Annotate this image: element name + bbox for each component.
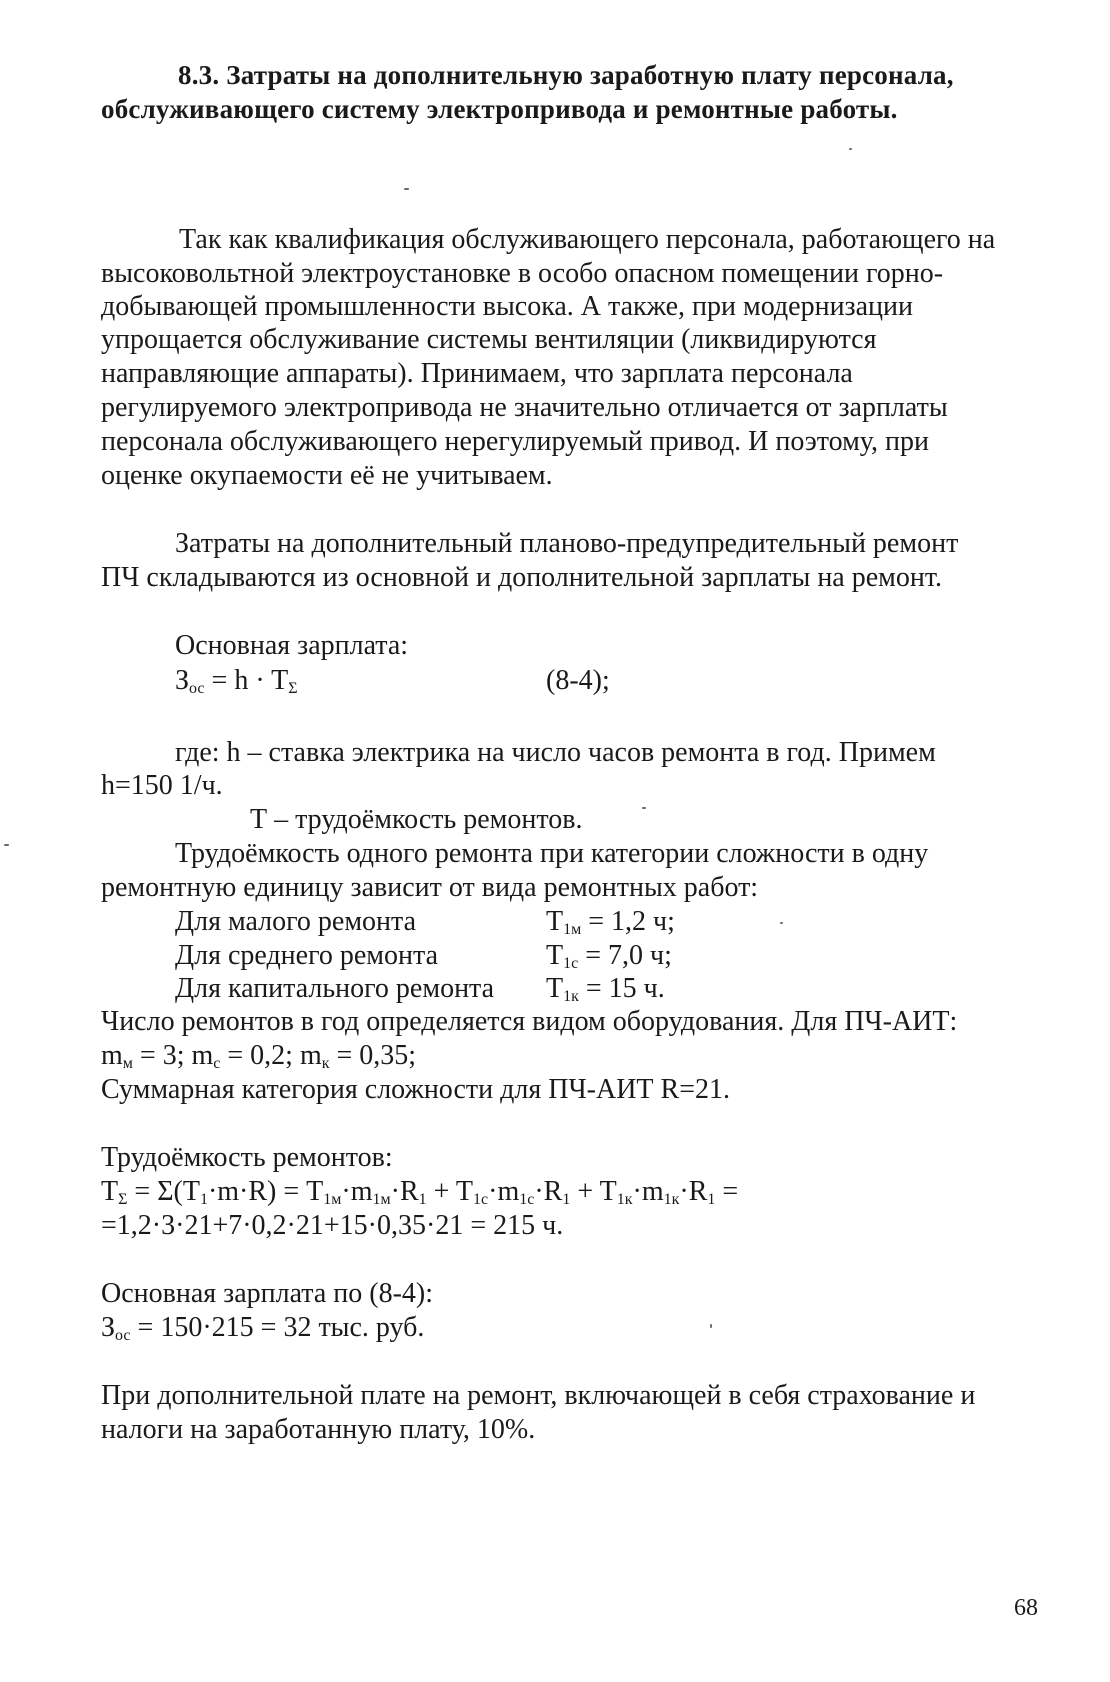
paragraph-1-line-8: оценке окупаемости её не учитываем. [101,460,553,491]
where-line-5: ремонтную единицу зависит от вида ремонтных работ: [101,872,759,903]
repair-medium-label: Для среднего ремонта [175,940,439,971]
final-line-1: При дополнительной плате на ремонт, включающей в себя страхование и [101,1380,976,1411]
section-heading-line-2: обслуживающего систему электропривода и ремонтные работы. [101,94,898,124]
final-line-2: налоги на заработанную плату, 10%. [101,1414,536,1445]
where-line-2: h=150 1/ч. [101,770,223,801]
scan-speck [710,1324,712,1328]
scan-speck [849,148,852,150]
repair-medium-value: $Т_{1с} = 7,0$ ч; [546,940,672,972]
labor-formula-line-2: =1,2·3·21+7·0,2·21+15·0,35·21 = 215 ч. [101,1210,564,1241]
repair-small-label: Для малого ремонта [175,906,417,937]
paragraph-2-line-2: ПЧ складываются из основной и дополнительной зарплаты на ремонт. [101,562,942,593]
paragraph-2-line-1: Затраты на дополнительный планово-предупредительный ремонт [175,528,959,559]
paragraph-1-line-4: упрощается обслуживание системы вентиляции (ликвидируются [101,324,877,355]
repair-count-line-2: $m_м = 3$; $m_с = 0,2$; $m_к = 0,35$; [101,1040,417,1072]
paragraph-1-line-6: регулируемого электропривода не значительно отличается от зарплаты [101,392,948,423]
paragraph-1-line-7: персонала обслуживающего нерегулируемый привод. И поэтому, при [101,426,929,457]
repair-count-line-1: Число ремонтов в год определяется видом оборудования. Для ПЧ-АИТ: [101,1006,958,1037]
repair-capital-value: $Т_{1к} = 15$ ч. [546,973,665,1005]
repair-capital-label: Для капитального ремонта [175,973,495,1004]
labor-title: Трудоёмкость ремонтов: [101,1142,393,1173]
repair-small-value: $Т_{1м} = 1,2$ ч; [546,906,675,938]
paragraph-1-line-5: направляющие аппараты). Принимаем, что зарплата персонала [101,358,853,389]
basic-salary-label: Основная зарплата: [175,630,409,661]
scan-speck [4,844,9,846]
paragraph-1-line-3: добывающей промышленности высока. А также, при модернизации [101,291,913,322]
scan-speck [404,188,409,190]
page-number: 68 [1014,1595,1038,1621]
paragraph-1-line-1: Так как квалификация обслуживающего персонала, работающего на [179,224,996,255]
section-heading-line-1: 8.3. Затраты на дополнительную заработную плату персонала, [178,60,954,90]
paragraph-1-line-2: высоковольтной электроустановке в особо опасном помещении горно- [101,258,944,289]
repair-count-line-3: Суммарная категория сложности для ПЧ-АИТ R=21. [101,1074,731,1105]
scan-speck [780,922,783,924]
result-title: Основная зарплата по (8-4): [101,1278,434,1309]
where-line-3: Т – трудоёмкость ремонтов. [250,804,583,835]
result-formula: $З_{ос} = 150\cdot 215 = 32$ тыс. руб. [101,1312,425,1344]
formula-8-4: $З_{ос} = h \cdot T_\Sigma$ [175,665,298,697]
where-line-4: Трудоёмкость одного ремонта при категории сложности в одну [175,838,929,869]
labor-formula-line-1: $T_\Sigma = \Sigma(T_1\cdot m\cdot R) = T_{1м}\cdot m_{1м}\cdot R_1 + T_{1с}\cdot m_{1с}\cdot R_1 + T_{1к}\cdot m_{1к}\cdot R_1$ = [101,1176,739,1208]
scan-speck [642,807,646,809]
where-line-1: где: h – ставка электрика на число часов ремонта в год. Примем [175,737,936,768]
formula-8-4-reference: (8-4); [546,665,610,696]
